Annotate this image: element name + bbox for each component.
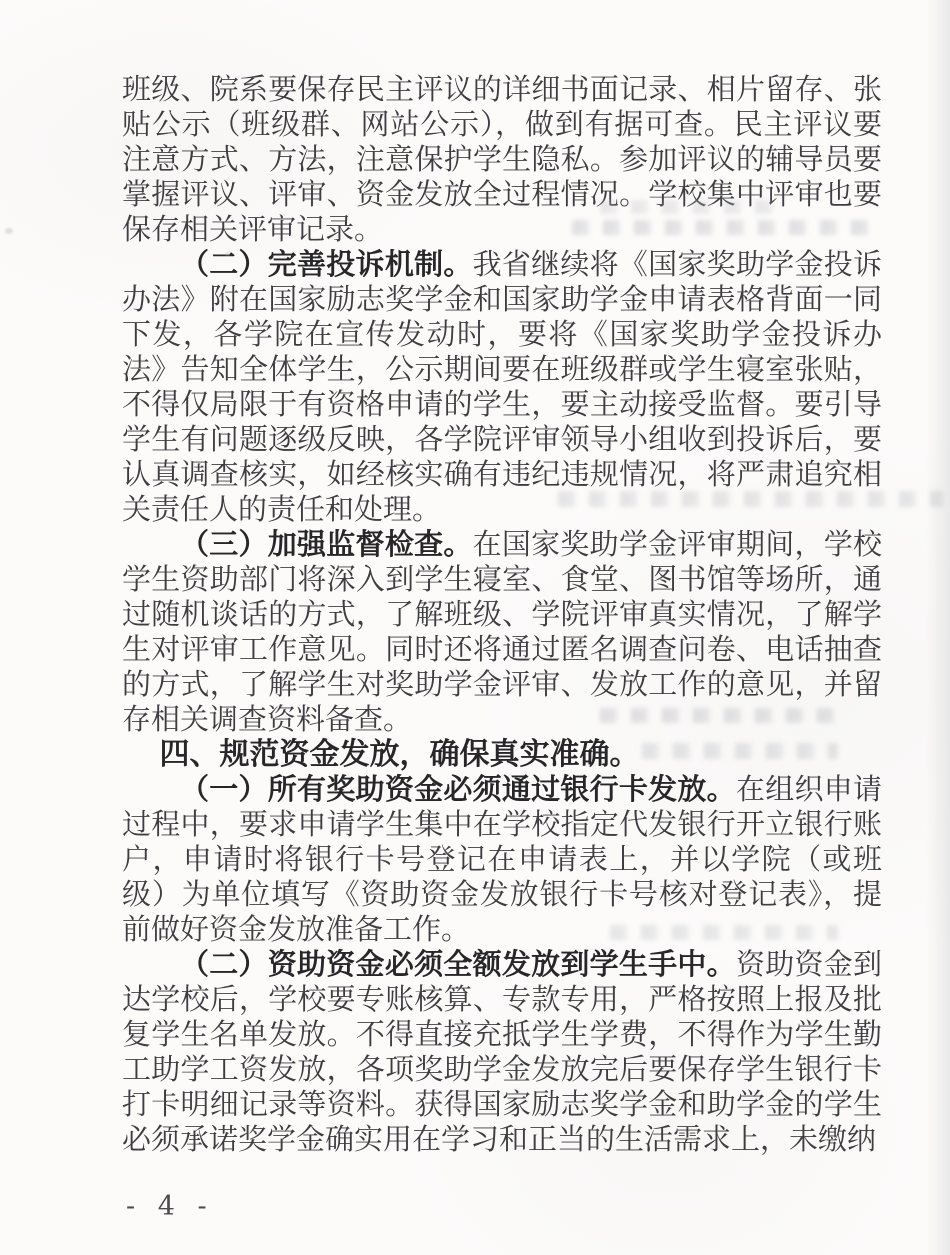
bleed-through-smudge: [600, 708, 838, 723]
paragraph-lead-complaint-mechanism: （二）完善投诉机制。: [180, 247, 473, 281]
paragraph-full-amount-disbursement: [122, 947, 882, 1157]
paragraph-text: 在组织申请过程中，要求申请学生集中在学校指定代发银行开立银行账户，申请时将银行卡号登记在申请表上，并以学院（或班级）为单位填写《资助资金发放银行卡号核对登记表》，提前做好资金发放准备工作。: [122, 772, 882, 946]
paragraph-text: 在国家奖助学金评审期间，学校学生资助部门将深入到学生寝室、食堂、图书馆等场所，通过随机谈话的方式，了解班级、学院评审真实情况，了解学生对评审工作意见。同时还将通过匿名调查问卷、电话抽查的方式，了解学生对奖助学金评审、发放工作的意见，并留存相关调查资料备查。: [122, 527, 882, 736]
paragraph-lead-supervision-inspection: （三）加强监督检查。: [180, 527, 473, 561]
bleed-through-smudge: [558, 491, 943, 507]
scan-speck: [225, 252, 230, 256]
bleed-through-smudge: [610, 925, 838, 940]
page-edge-shadow: [926, 0, 950, 1255]
section-four-heading-text: 四、规范资金发放，确保真实准确。: [159, 737, 640, 772]
page-number: - 4 -: [126, 1191, 214, 1222]
scan-speck: [5, 228, 13, 234]
bleed-through-smudge: [642, 743, 838, 759]
paragraph-supervision-inspection: [122, 527, 882, 737]
paragraph-complaint-mechanism: [122, 247, 882, 527]
bleed-through-smudge: [600, 200, 785, 214]
paragraph-bank-card-disbursement: [122, 772, 882, 947]
paragraph-text: 我省继续将《国家奖助学金投诉办法》附在国家励志奖学金和国家助学金申请表格背面一同下发，各学院在宣传发动时，要将《国家奖助学金投诉办法》告知全体学生，公示期间要在班级群或学生寝室张贴，不得仅局限于有资格申请的学生，要主动接受监督。要引导学生有问题逐级反映，各学院评审领导小组收到投诉后，要认真调查核实，如经核实确有违纪违规情况，将严肃追究相关责任人的责任和处理。: [122, 247, 882, 526]
paragraph-text: 班级、院系要保存民主评议的详细书面记录、相片留存、张贴公示（班级群、网站公示），做到有据可查。民主评议要注意方式、方法，注意保护学生隐私。参加评议的辅导员要掌握评议、评审、资金发放全过程情况。学校集中评审也要保存相关评审记录。: [122, 72, 882, 246]
bleed-through-smudge: [572, 220, 870, 235]
paragraph-text: 资助资金到达学校后，学校要专账核算、专款专用，严格按照上报及批复学生名单发放。不得直接充抵学生学费，不得作为学生勤工助学工资发放，各项奖助学金发放完后要保存学生银行卡打卡明细记录等资料。获得国家励志奖学金和助学金的学生必须承诺奖学金确实用在学习和正当的生活需求上，未缴纳: [122, 947, 882, 1156]
paragraph-lead-full-amount-disbursement: （二）资助资金必须全额发放到学生手中。: [180, 947, 736, 981]
paragraph-lead-bank-card-disbursement: （一）所有奖助资金必须通过银行卡发放。: [180, 772, 736, 806]
